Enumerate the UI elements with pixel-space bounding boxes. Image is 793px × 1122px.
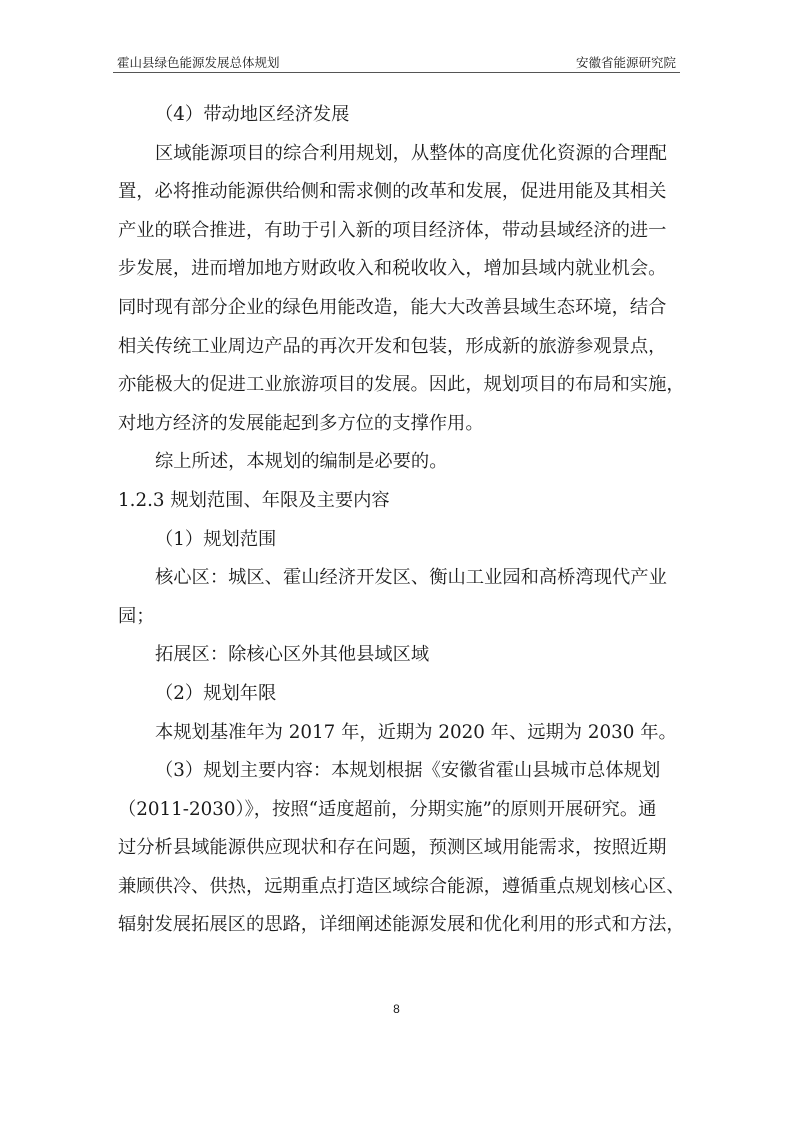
paragraph-line: 同时现有部分企业的绿色用能改造，能大大改善县域生态环境，结合 xyxy=(118,296,667,318)
paragraph-line: 对地方经济的发展能起到多方位的支撑作用。 xyxy=(118,412,484,434)
section-heading: 1.2.3 规划范围、年限及主要内容 xyxy=(118,489,390,511)
body-text xyxy=(118,96,688,945)
subheading-2: （2）规划年限 xyxy=(155,682,277,704)
paragraph-line: 相关传统工业周边产品的再次开发和包装，形成新的旅游参观景点， xyxy=(118,335,667,357)
paragraph-line: 产业的联合推进，有助于引入新的项目经济体，带动县域经济的进一 xyxy=(118,219,667,241)
paragraph-line: 园； xyxy=(118,605,155,627)
paragraph-line: 过分析县域能源供应现状和存在问题，预测区域用能需求，按照近期 xyxy=(118,837,667,859)
paragraph-line: 拓展区：除核心区外其他县域区域 xyxy=(155,644,430,666)
paragraph-line: 核心区：城区、霍山经济开发区、衡山工业园和高桥湾现代产业 xyxy=(155,567,667,589)
paragraph-line: 亦能极大的促进工业旅游项目的发展。因此，规划项目的布局和实施， xyxy=(118,374,685,396)
subheading-3: （3）规划主要内容：本规划根据《安徽省霍山县城市总体规划 xyxy=(155,760,661,782)
paragraph-line: 本规划基准年为 2017 年，近期为 2020 年、远期为 2030 年。 xyxy=(155,721,677,743)
paragraph-line: 步发展，进而增加地方财政收入和税收收入，增加县域内就业机会。 xyxy=(118,258,667,280)
paragraph-line: 区域能源项目的综合利用规划，从整体的高度优化资源的合理配 xyxy=(155,142,667,164)
header-organization: 安徽省能源研究院 xyxy=(575,55,676,70)
paragraph-line: 置，必将推动能源供给侧和需求侧的改革和发展，促进用能及其相关 xyxy=(118,181,667,203)
header-document-title: 霍山县绿色能源发展总体规划 xyxy=(117,55,280,70)
paragraph-line: 辐射发展拓展区的思路，详细阐述能源发展和优化利用的形式和方法， xyxy=(118,914,685,936)
subheading-4: （4）带动地区经济发展 xyxy=(155,104,350,125)
paragraph-line: 兼顾供冷、供热，远期重点打造区域综合能源，遵循重点规划核心区、 xyxy=(118,875,685,897)
page-number: 8 xyxy=(393,1002,400,1016)
paragraph-line: （2011-2030）》，按照“适度超前，分期实施”的原则开展研究。通 xyxy=(118,798,657,820)
page-header xyxy=(113,50,680,73)
subheading-1: （1）规划范围 xyxy=(155,528,277,550)
paragraph-line: 综上所述，本规划的编制是必要的。 xyxy=(155,451,448,473)
